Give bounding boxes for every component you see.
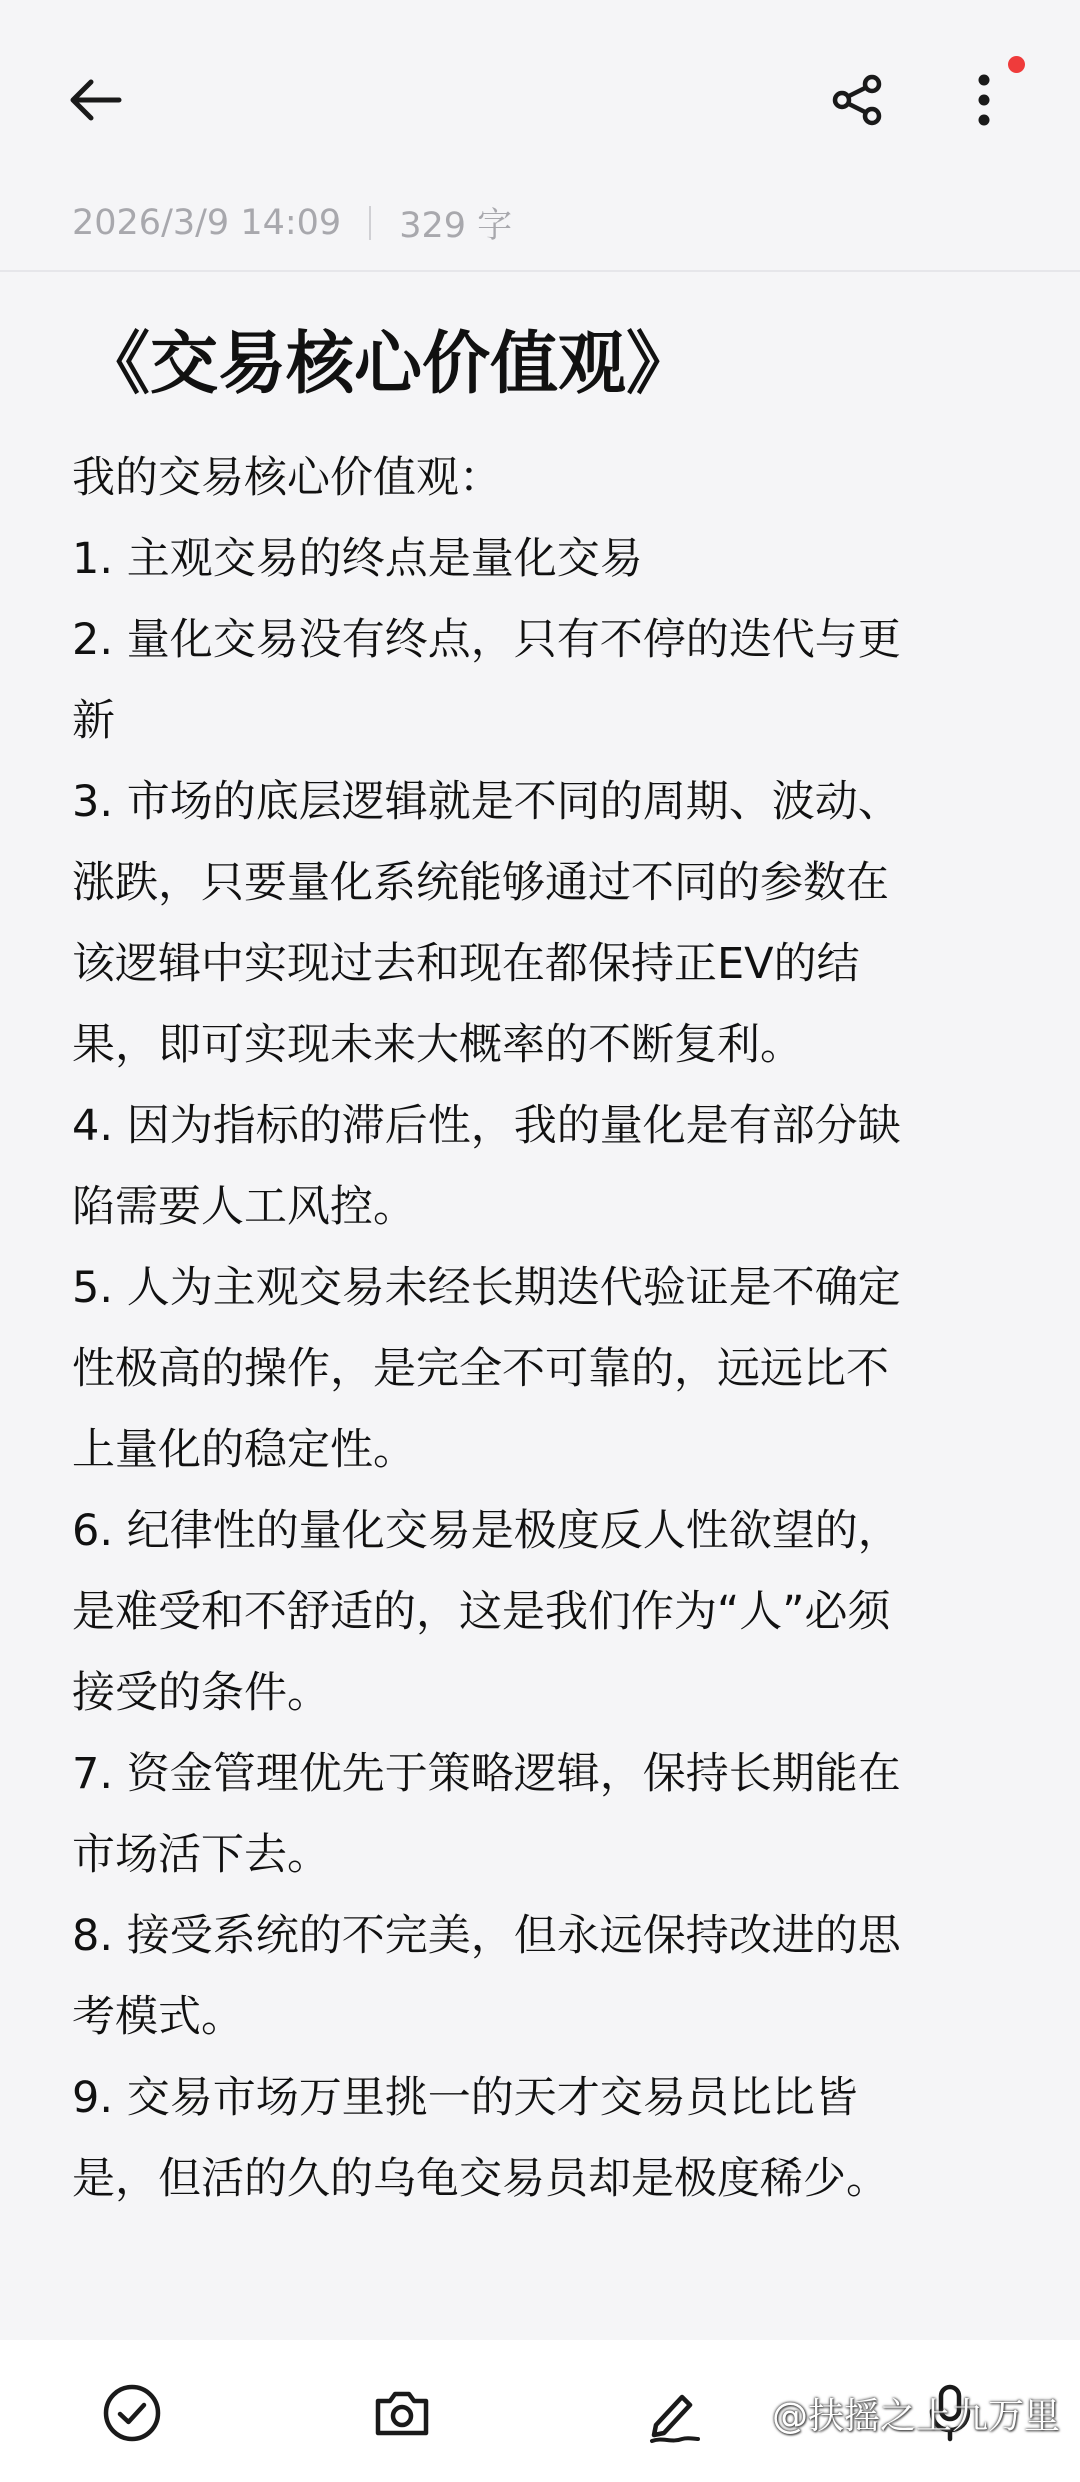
- checklist-button[interactable]: [94, 2375, 170, 2451]
- note-line[interactable]: 3. 市场的底层逻辑就是不同的周期、波动、: [72, 777, 901, 827]
- camera-button[interactable]: [364, 2375, 440, 2451]
- note-line[interactable]: 涨跌，只要量化系统能够通过不同的参数在: [72, 858, 889, 908]
- note-line[interactable]: 市场活下去。: [72, 1830, 330, 1880]
- note-line[interactable]: 果，即可实现未来大概率的不断复利。: [72, 1020, 803, 1070]
- weibo-logo-icon: [730, 2396, 766, 2432]
- note-line[interactable]: 2. 量化交易没有终点，只有不停的迭代与更: [72, 615, 901, 665]
- pen-icon: [642, 2381, 706, 2445]
- note-meta: [72, 200, 512, 246]
- meta-separator: [369, 206, 371, 240]
- notification-dot: [1008, 56, 1025, 73]
- share-icon: [830, 72, 886, 128]
- arrow-left-icon: [65, 70, 125, 130]
- note-line[interactable]: 考模式。: [72, 1992, 244, 2042]
- note-line[interactable]: 5. 人为主观交易未经长期迭代验证是不确定: [72, 1263, 901, 1313]
- note-line[interactable]: 是难受和不舒适的，这是我们作为“人”必须: [72, 1587, 891, 1637]
- note-line[interactable]: 6. 纪律性的量化交易是极度反人性欲望的，: [72, 1506, 901, 1556]
- note-editor[interactable]: [72, 310, 1012, 2220]
- note-line[interactable]: 我的交易核心价值观：: [72, 453, 502, 503]
- note-line[interactable]: 上量化的稳定性。: [72, 1425, 416, 1475]
- check-circle-icon: [100, 2381, 164, 2445]
- note-line[interactable]: 8. 接受系统的不完美，但永远保持改进的思: [72, 1911, 901, 1961]
- header-divider: [0, 270, 1080, 272]
- watermark: [730, 2388, 1060, 2439]
- note-line[interactable]: 性极高的操作，是完全不可靠的，远远比不: [72, 1344, 889, 1394]
- note-line[interactable]: 1. 主观交易的终点是量化交易: [72, 534, 643, 584]
- handwriting-button[interactable]: [636, 2375, 712, 2451]
- watermark-text: @扶摇之上九万里: [772, 2396, 1061, 2437]
- note-line[interactable]: 该逻辑中实现过去和现在都保持正EV的结: [72, 939, 860, 989]
- note-line[interactable]: 7. 资金管理优先于策略逻辑，保持长期能在: [72, 1749, 901, 1799]
- note-title[interactable]: 《交易核心价值观》: [82, 325, 695, 404]
- note-line[interactable]: 是，但活的久的乌龟交易员却是极度稀少。: [72, 2154, 889, 2204]
- note-body[interactable]: [72, 438, 1012, 2220]
- share-button[interactable]: [818, 60, 898, 140]
- note-line[interactable]: 陷需要人工风控。: [72, 1182, 416, 1232]
- note-line[interactable]: 接受的条件。: [72, 1668, 330, 1718]
- camera-icon: [370, 2381, 434, 2445]
- top-app-bar: [0, 0, 1080, 190]
- note-line[interactable]: 4. 因为指标的滞后性，我的量化是有部分缺: [72, 1101, 901, 1151]
- note-line[interactable]: 新: [72, 696, 115, 746]
- more-vertical-icon: [974, 72, 994, 128]
- note-word-count: 329 字: [399, 206, 513, 246]
- note-line[interactable]: 9. 交易市场万里挑一的天才交易员比比皆: [72, 2073, 858, 2123]
- note-datetime: 2026/3/9 14:09: [72, 203, 342, 243]
- back-button[interactable]: [55, 60, 135, 140]
